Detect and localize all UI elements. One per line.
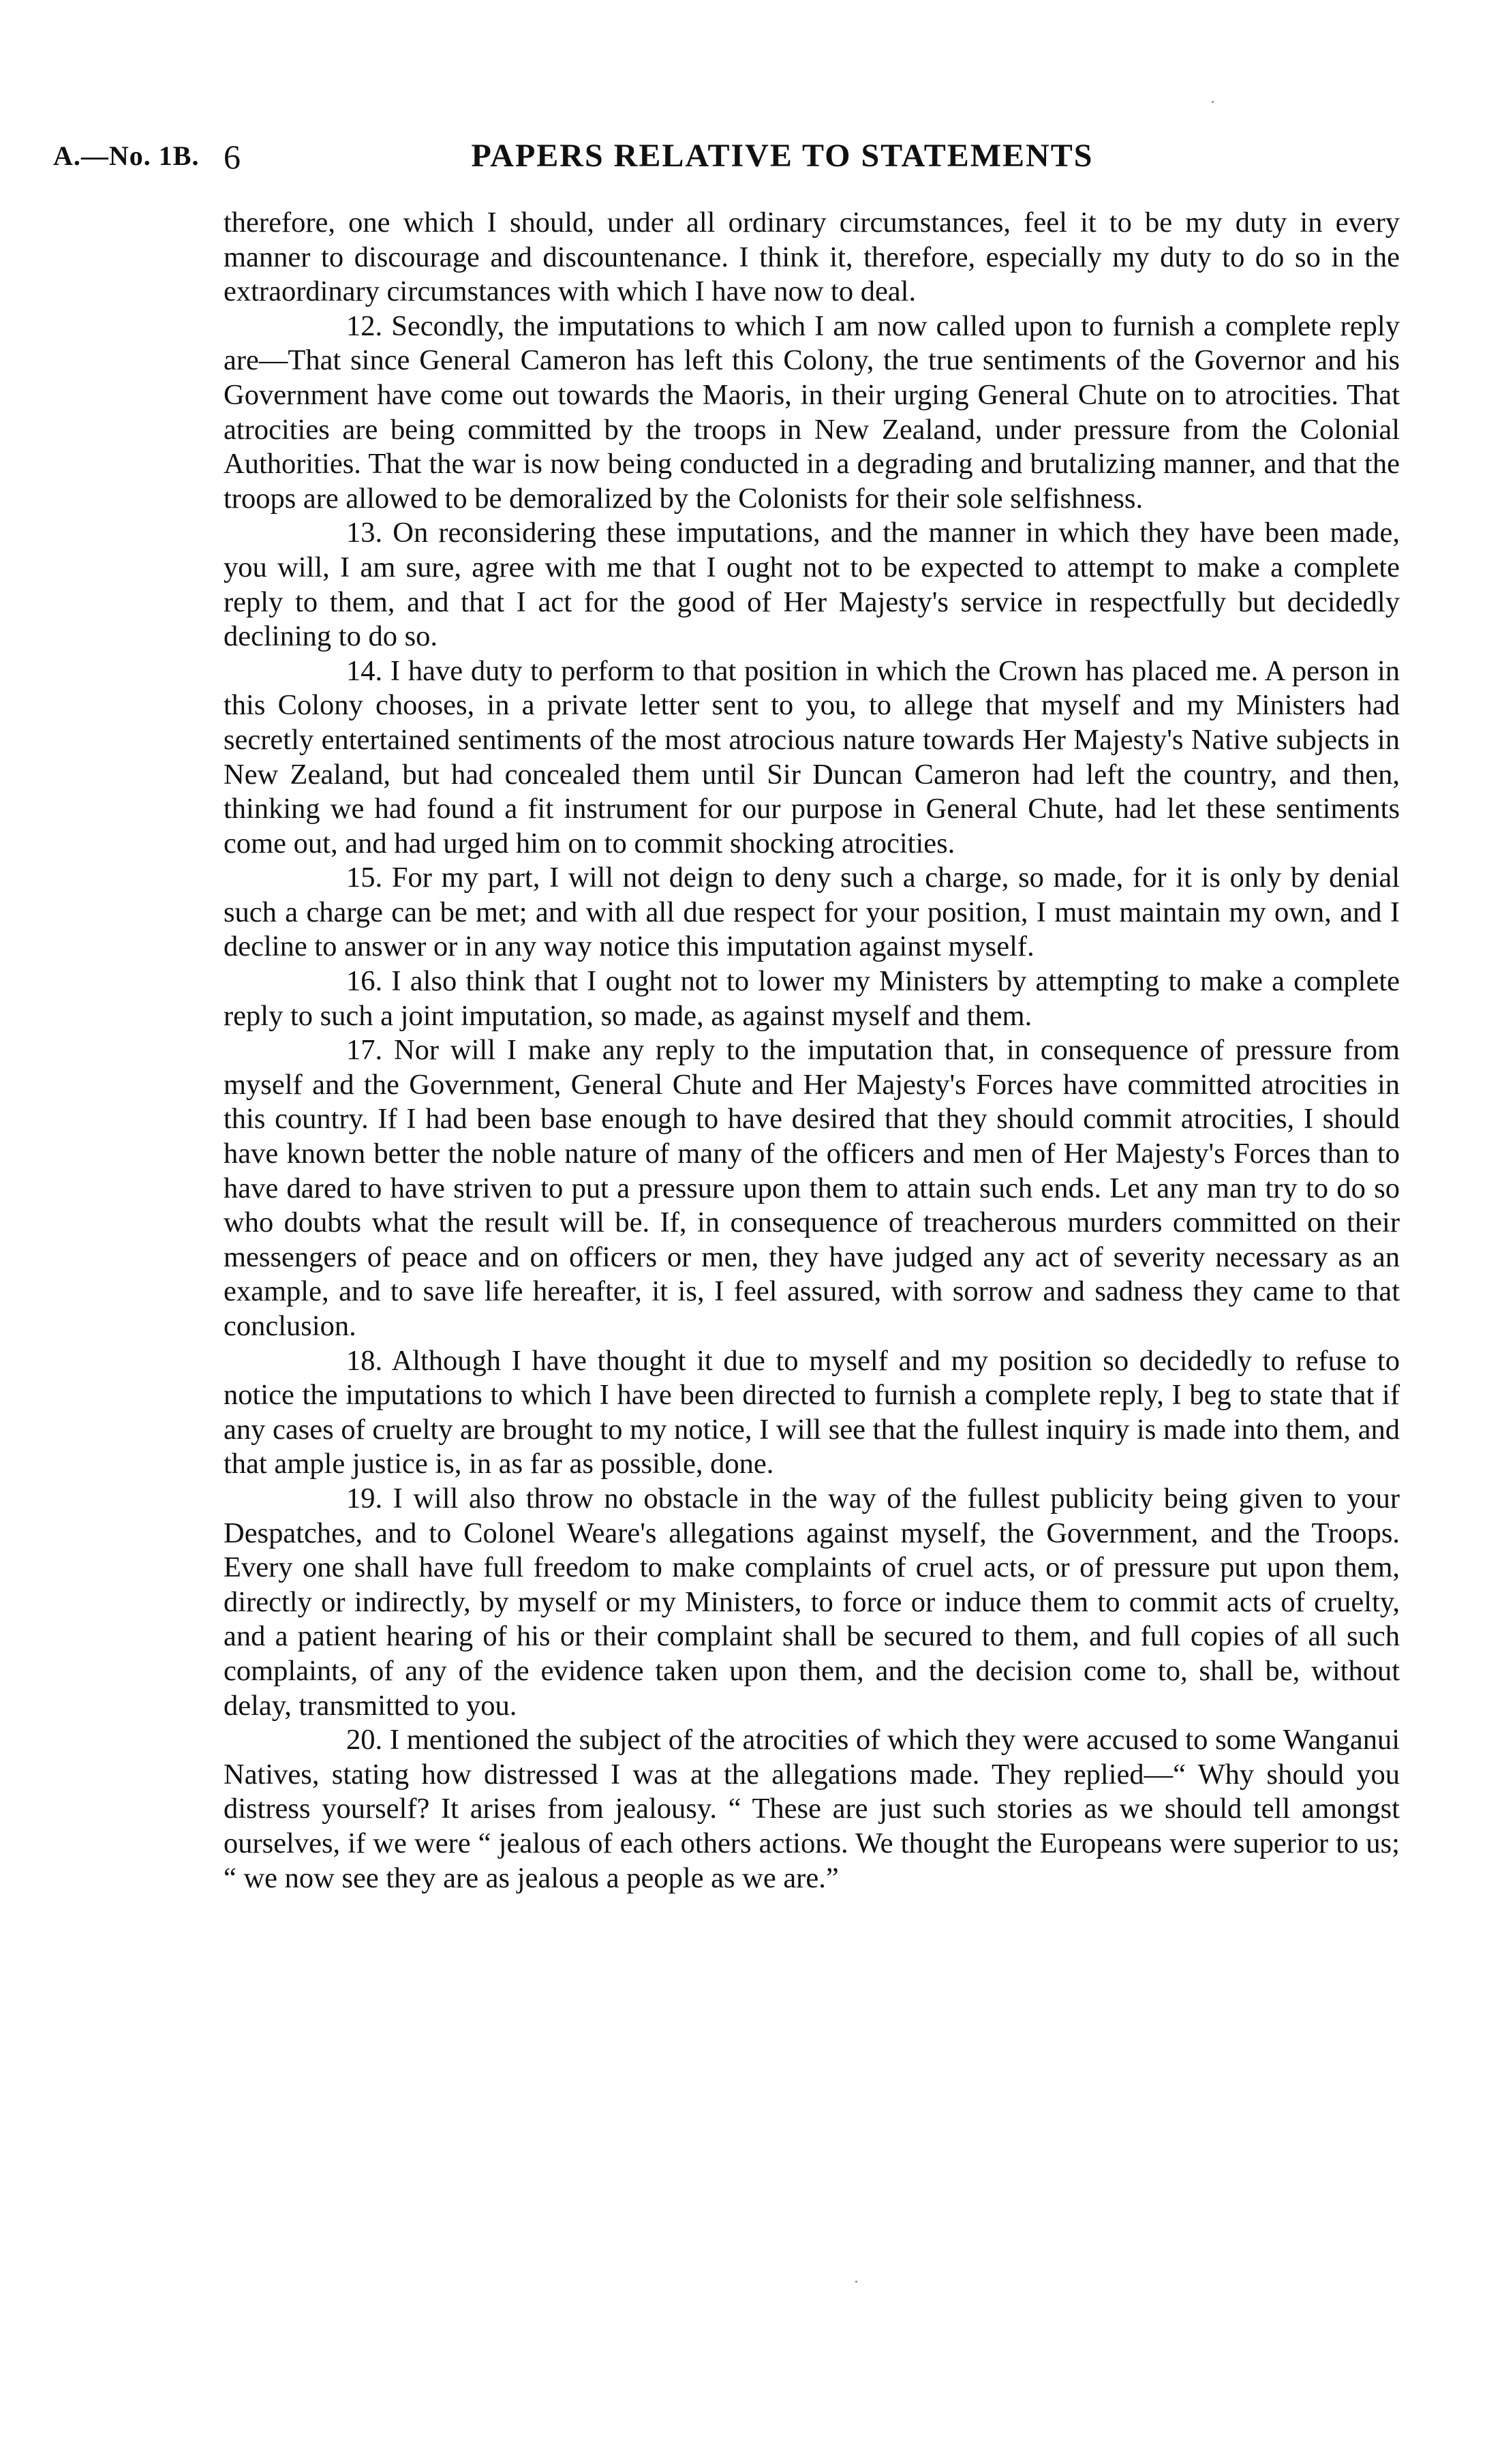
paragraph-text: I will also throw no obstacle in the way of the fullest publicity being given to your Despatches, and to Colonel Weare's allegations against myself, the Government, and the Troops. Every one shall have full freedom to make complaints of cruel acts, or of pressure put upon them, directly or indirectly, by myself or my Ministers, to force or induce them to commit acts of cruelty, and a patient hearing of his or their complaint shall be secured to them, and full copies of all such complaints, of any of the evidence taken upon them, and the decision come to, shall be, without delay, transmitted to you. xyxy=(224,1482,1400,1722)
paragraph-text: I also think that I ought not to lower my Ministers by attempting to make a complete reply to such a joint imputation, so made, as against myself and them. xyxy=(224,965,1400,1032)
paragraph-number: 15. xyxy=(346,862,383,894)
paragraph-20 xyxy=(224,1723,1400,1896)
paragraph-text: For my part, I will not deign to deny such a charge, so made, for it is only by denial such a charge can be met; and with all due respect for your position, I must maintain my own, and I decline to answer or in any way notice this imputation against myself. xyxy=(224,862,1400,963)
paragraph-number: 12. xyxy=(346,309,383,342)
paragraph-text: Secondly, the imputations to which I am now called upon to furnish a complete reply are—That since General Cameron has left this Colony, the true sentiments of the Governor and his Government have come out towards the Maoris, in their urging General Chute on to atrocities. That atrocities are being committed by the troops in New Zealand, under pressure from the Colonial Authorities. That the war is now being conducted in a degrading and brutalizing manner, and that the troops are allowed to be demoralized by the Colonists for their sole selfishness. xyxy=(224,309,1400,515)
paragraph-text: Nor will I make any reply to the imputation that, in consequence of pressure from myself and the Government, General Chute and Her Majesty's Forces have committed atrocities in this country. If I had been base enough to have desired that they should commit atrocities, I should have known better the noble nature of many of the officers and men of Her Majesty's Forces than to have dared to have striven to put a pressure upon them to attain such ends. Let any man try to do so who doubts what the result will be. If, in consequence of treacherous murders committed on their messengers of peace and on officers or men, they have judged any act of severity necessary as an example, and to save life hereafter, it is, I feel assured, with sorrow and sadness they came to that conclusion. xyxy=(224,1034,1400,1342)
page-number: 6 xyxy=(224,138,241,176)
paragraph-number: 14. xyxy=(346,654,383,687)
paragraph-number: 18. xyxy=(346,1344,383,1377)
paragraph-number: 17. xyxy=(346,1034,383,1067)
paragraph-16 xyxy=(224,964,1400,1033)
paragraph-text: On reconsidering these imputations, and the manner in which they have been made, you will, I am sure, agree with me that I ought not to be expected to attempt to make a complete reply to them, and that I act for the good of Her Majesty's service in respectfully but decidedly declining to do so. xyxy=(224,517,1400,653)
paragraph-number: 19. xyxy=(346,1482,383,1515)
body-text xyxy=(224,206,1400,1896)
paragraph-number: 20. xyxy=(346,1724,383,1756)
paragraph-14 xyxy=(224,654,1400,862)
paragraph-text: I mentioned the subject of the atrocities of which they were accused to some Wanganui Natives, stating how distressed I was at the allegations made. They replied—“ Why should you distress yourself? It arises from jealousy. “ These are just such stories as we should tell amongst ourselves, if we were “ jealous of each others actions. We thought the Europeans were superior to us; “ we now see they are as jealous a people as we are.” xyxy=(224,1724,1400,1894)
paper-speck xyxy=(855,2281,857,2283)
paragraph-text: I have duty to perform to that position in which the Crown has placed me. A person in this Colony chooses, in a private letter sent to you, to allege that myself and my Ministers had secretly entertained sentiments of the most atrocious nature towards Her Majesty's Native subjects in New Zealand, but had concealed them until Sir Duncan Cameron had left the country, and then, thinking we had found a fit instrument for our purpose in General Chute, had let these sentiments come out, and had urged him on to commit shocking atrocities. xyxy=(224,654,1400,860)
paragraph-continued xyxy=(224,206,1400,309)
paragraph-15 xyxy=(224,861,1400,964)
paragraph-number: 16. xyxy=(346,965,383,998)
paragraph-13 xyxy=(224,516,1400,654)
paragraph-number: 13. xyxy=(346,517,383,549)
paper-reference: A.—No. 1B. xyxy=(53,140,200,171)
paragraph-17 xyxy=(224,1033,1400,1343)
paragraph-12 xyxy=(224,309,1400,517)
paper-speck xyxy=(1212,101,1214,103)
paragraph-18 xyxy=(224,1344,1400,1482)
paragraph-text: Although I have thought it due to myself and my position so decidedly to refuse to notice the imputations to which I have been directed to furnish a complete reply, I beg to state that if any cases of cruelty are brought to my notice, I will see that the fullest inquiry is made into them, and that ample justice is, in as far as possible, done. xyxy=(224,1344,1400,1480)
page-header xyxy=(53,140,1450,181)
running-title: PAPERS RELATIVE TO STATEMENTS xyxy=(471,138,1094,174)
paragraph-19 xyxy=(224,1482,1400,1723)
paragraph-text: therefore, one which I should, under all ordinary circumstances, feel it to be my duty in every manner to discourage and discountenance. I think it, therefore, especially my duty to do so in the extraordinary circumstances with which I have now to deal. xyxy=(224,207,1400,308)
